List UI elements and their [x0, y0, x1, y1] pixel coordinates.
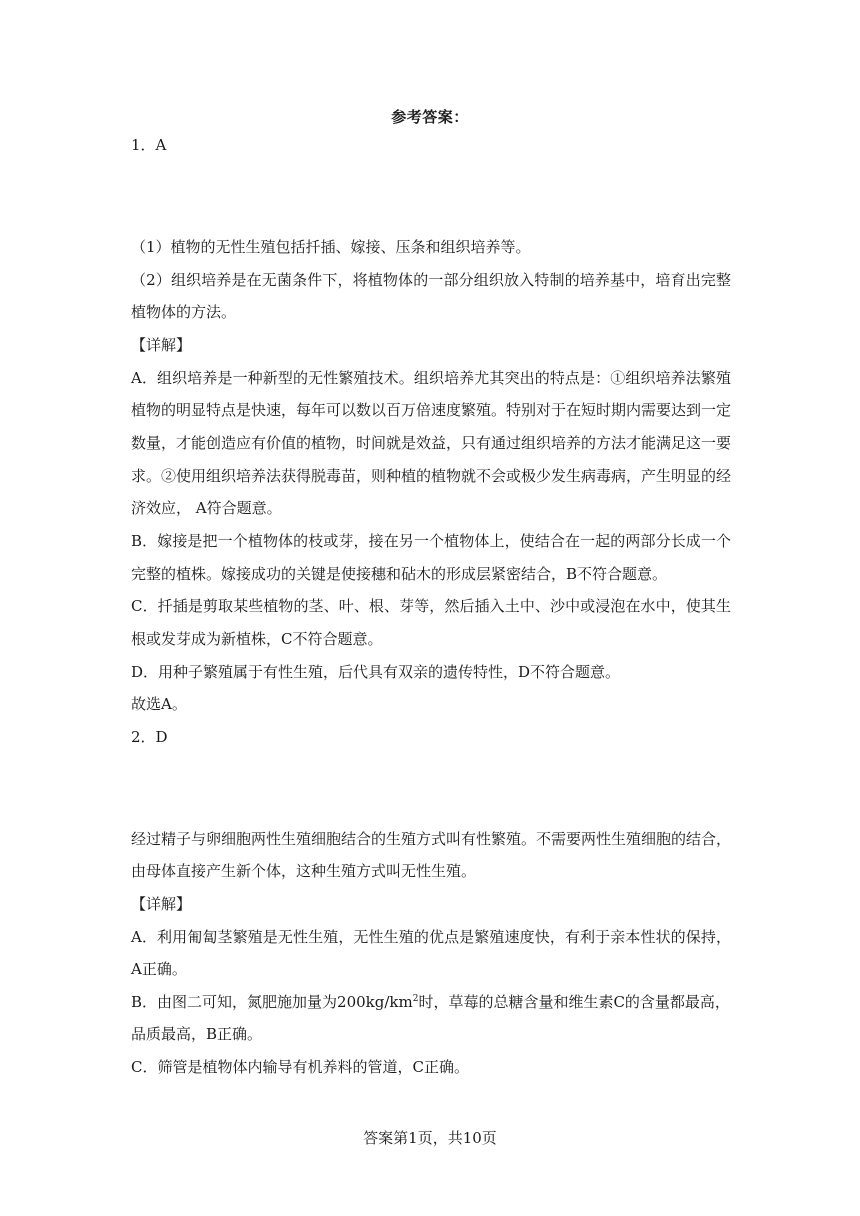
q1-option-a-line: 数量，才能创造应有价值的植物，时间就是效益，只有通过组织培养的方法才能满足这一要	[131, 434, 732, 452]
q2-option-b-line: 品质最高，B正确。	[131, 1025, 263, 1043]
q2-option-b-text: B．由图二可知，氮肥施加量为200kg/km	[131, 993, 413, 1011]
q2-option-a-line: A．利用匍匐茎繁殖是无性生殖，无性生殖的优点是繁殖速度快，有利于亲本性状的保持，	[131, 928, 731, 946]
q1-detail-heading: 【详解】	[131, 336, 192, 354]
q1-option-a-line: A．组织培养是一种新型的无性繁殖技术。组织培养尤其突出的特点是：①组织培养法繁殖	[131, 369, 731, 387]
q2-option-b-line	[131, 992, 731, 1012]
q1-option-a-line: 求。②使用组织培养法获得脱毒苗，则种植的植物就不会或极少发生病毒病，产生明显的经	[131, 467, 732, 485]
q1-analysis-line: 植物体的方法。	[131, 303, 237, 321]
q1-option-b-line: B．嫁接是把一个植物体的枝或芽，接在另一个植物体上，使结合在一起的两部分长成一个	[131, 532, 731, 550]
q2-option-b-text: 时，草莓的总糖含量和维生素C的含量都最高，	[418, 993, 730, 1011]
superscript-exponent: 2	[412, 994, 419, 1004]
q1-analysis-line: （2）组织培养是在无菌条件下，将植物体的一部分组织放入特制的培养基中，培育出完整	[131, 271, 731, 289]
q2-option-c-line: C．筛管是植物体内输导有机养料的管道，C正确。	[131, 1058, 469, 1076]
q1-option-b-line: 完整的植株。嫁接成功的关键是使接穗和砧木的形成层紧密结合，B不符合题意。	[131, 565, 668, 583]
q1-option-c-line: 根或发芽成为新植株，C不符合题意。	[131, 630, 383, 648]
q2-answer: 2．D	[131, 728, 168, 746]
q1-option-c-line: C．扦插是剪取某些植物的茎、叶、根、芽等，然后插入土中、沙中或浸泡在水中，使其生	[131, 597, 731, 615]
q1-option-a-line: 植物的明显特点是快速，每年可以数以百万倍速度繁殖。特别对于在短时期内需要达到一定	[131, 401, 732, 419]
page-footer: 答案第1页，共10页	[363, 1129, 497, 1147]
q2-option-a-line: A正确。	[131, 960, 187, 978]
q1-option-a-line: 济效应， A符合题意。	[131, 499, 282, 517]
page-title: 参考答案：	[391, 108, 469, 126]
q2-analysis-line: 经过精子与卵细胞两性生殖细胞结合的生殖方式叫有性繁殖。不需要两性生殖细胞的结合，	[131, 830, 732, 848]
q2-analysis-line: 由母体直接产生新个体，这种生殖方式叫无性生殖。	[131, 862, 477, 880]
q1-analysis-line: （1）植物的无性生殖包括扦插、嫁接、压条和组织培养等。	[131, 238, 531, 256]
q1-option-d-line: D．用种子繁殖属于有性生殖，后代具有双亲的遗传特性，D不符合题意。	[131, 663, 621, 681]
q2-detail-heading: 【详解】	[131, 895, 192, 913]
q1-conclusion: 故选A。	[131, 695, 187, 713]
q1-answer: 1．A	[131, 136, 167, 154]
